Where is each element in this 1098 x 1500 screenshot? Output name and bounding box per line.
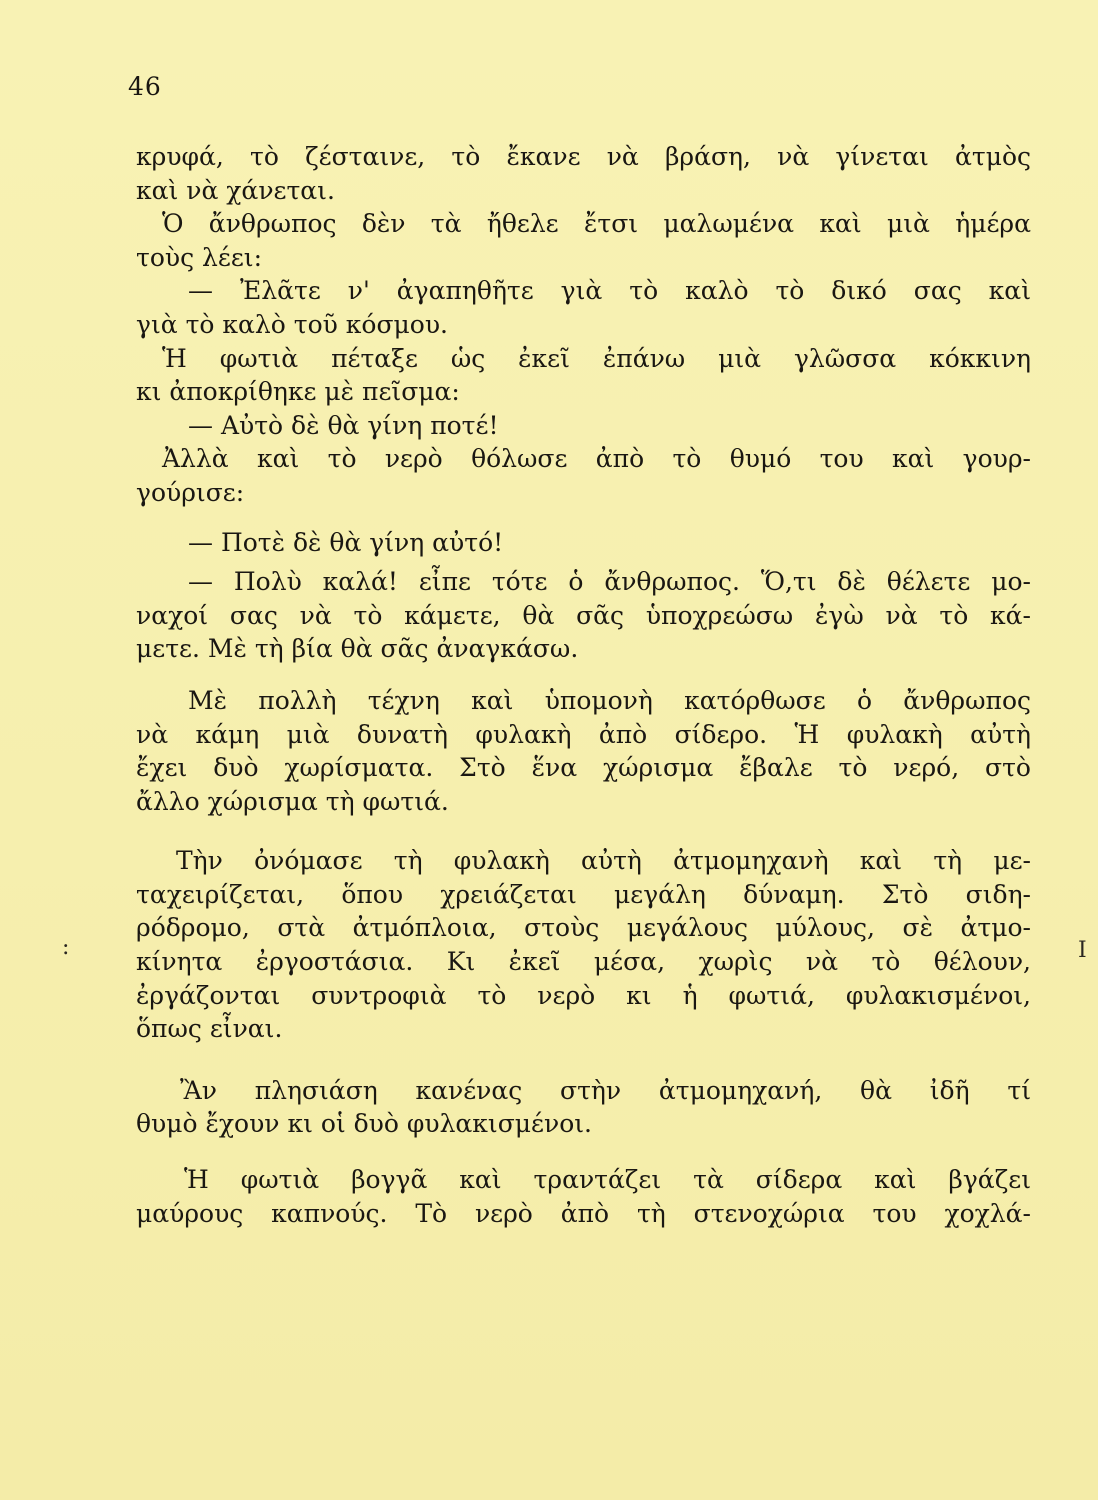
text-line: καὶ νὰ χάνεται. xyxy=(136,175,335,205)
text-line: ἐργάζονται συντροφιὰ τὸ νερὸ κι ἡ φωτιά, φυλακισμένοι, xyxy=(136,980,1031,1010)
page-text xyxy=(136,140,1031,1230)
text-line: γιὰ τὸ καλὸ τοῦ κόσμου. xyxy=(136,309,448,339)
text-line: — Ἐλᾶτε ν' ἀγαπηθῆτε γιὰ τὸ καλὸ τὸ δικό σας καὶ xyxy=(188,276,1031,306)
text-line: γούρισε: xyxy=(136,477,245,507)
text-line: — Ποτὲ δὲ θὰ γίνη αὐτό! xyxy=(188,527,504,557)
text-line: — Αὐτὸ δὲ θὰ γίνη ποτέ! xyxy=(188,410,499,440)
text-line: Τὴν ὀνόμασε τὴ φυλακὴ αὐτὴ ἀτμομηχανὴ καὶ τὴ με- xyxy=(176,846,1031,876)
text-line: Ἡ φωτιὰ βογγᾶ καὶ τραντάζει τὰ σίδερα καὶ βγάζει xyxy=(184,1165,1031,1195)
text-line: Ἀλλὰ καὶ τὸ νερὸ θόλωσε ἀπὸ τὸ θυμό του καὶ γουρ- xyxy=(162,444,1031,474)
text-line: ὅπως εἶναι. xyxy=(136,1014,283,1044)
text-line: Ἂν πλησιάση κανένας στὴν ἀτμομηχανή, θὰ ἰδῆ τί xyxy=(180,1075,1031,1105)
text-line: ταχειρίζεται, ὅπου χρειάζεται μεγάλη δύναμη. Στὸ σιδη- xyxy=(136,879,1031,909)
text-line: κίνητα ἐργοστάσια. Κι ἐκεῖ μέσα, χωρὶς νὰ τὸ θέλουν, xyxy=(136,947,1031,977)
text-line: μετε. Μὲ τὴ βία θὰ σᾶς ἀναγκάσω. xyxy=(136,634,579,664)
text-line: μαύρους καπνούς. Τὸ νερὸ ἀπὸ τὴ στενοχώρια του χοχλά- xyxy=(136,1198,1031,1228)
text-line: νὰ κάμη μιὰ δυνατὴ φυλακὴ ἀπὸ σίδερο. Ἡ φυλακὴ αὐτὴ xyxy=(136,719,1031,749)
text-line: — Πολὺ καλά! εἶπε τότε ὁ ἄνθρωπος. Ὅ,τι δὲ θέλετε μο- xyxy=(188,567,1031,597)
text-line: κι ἀποκρίθηκε μὲ πεῖσμα: xyxy=(136,377,460,407)
text-line: Ὁ ἄνθρωπος δὲν τὰ ἤθελε ἔτσι μαλωμένα καὶ μιὰ ἡμέρα xyxy=(162,209,1031,239)
text-line: ἔχει δυὸ χωρίσματα. Στὸ ἕνα χώρισμα ἔβαλε τὸ νερό, στὸ xyxy=(136,753,1031,783)
text-line: ἄλλο χώρισμα τὴ φωτιά. xyxy=(136,786,449,816)
text-line: ναχοί σας νὰ τὸ κάμετε, θὰ σᾶς ὑποχρεώσω ἐγὼ νὰ τὸ κά- xyxy=(136,600,1031,630)
text-line: τοὺς λέει: xyxy=(136,242,263,272)
text-line: Ἡ φωτιὰ πέταξε ὡς ἐκεῖ ἐπάνω μιὰ γλῶσσα κόκκινη xyxy=(162,343,1031,373)
text-line: Μὲ πολλὴ τέχνη καὶ ὑπομονὴ κατόρθωσε ὁ ἄνθρωπος xyxy=(188,685,1031,715)
page-number: 46 xyxy=(128,72,162,101)
text-line: κρυφά, τὸ ζέσταινε, τὸ ἔκανε νὰ βράση, νὰ γίνεται ἀτμὸς xyxy=(136,142,1031,171)
text-line: ρόδρομο, στὰ ἀτμόπλοια, στοὺς μεγάλους μύλους, σὲ ἀτμο- xyxy=(136,913,1031,943)
margin-mark-left: : xyxy=(62,935,70,960)
text-line: θυμὸ ἔχουν κι οἱ δυὸ φυλακισμένοι. xyxy=(136,1109,592,1139)
margin-mark-right: I xyxy=(1078,938,1087,963)
